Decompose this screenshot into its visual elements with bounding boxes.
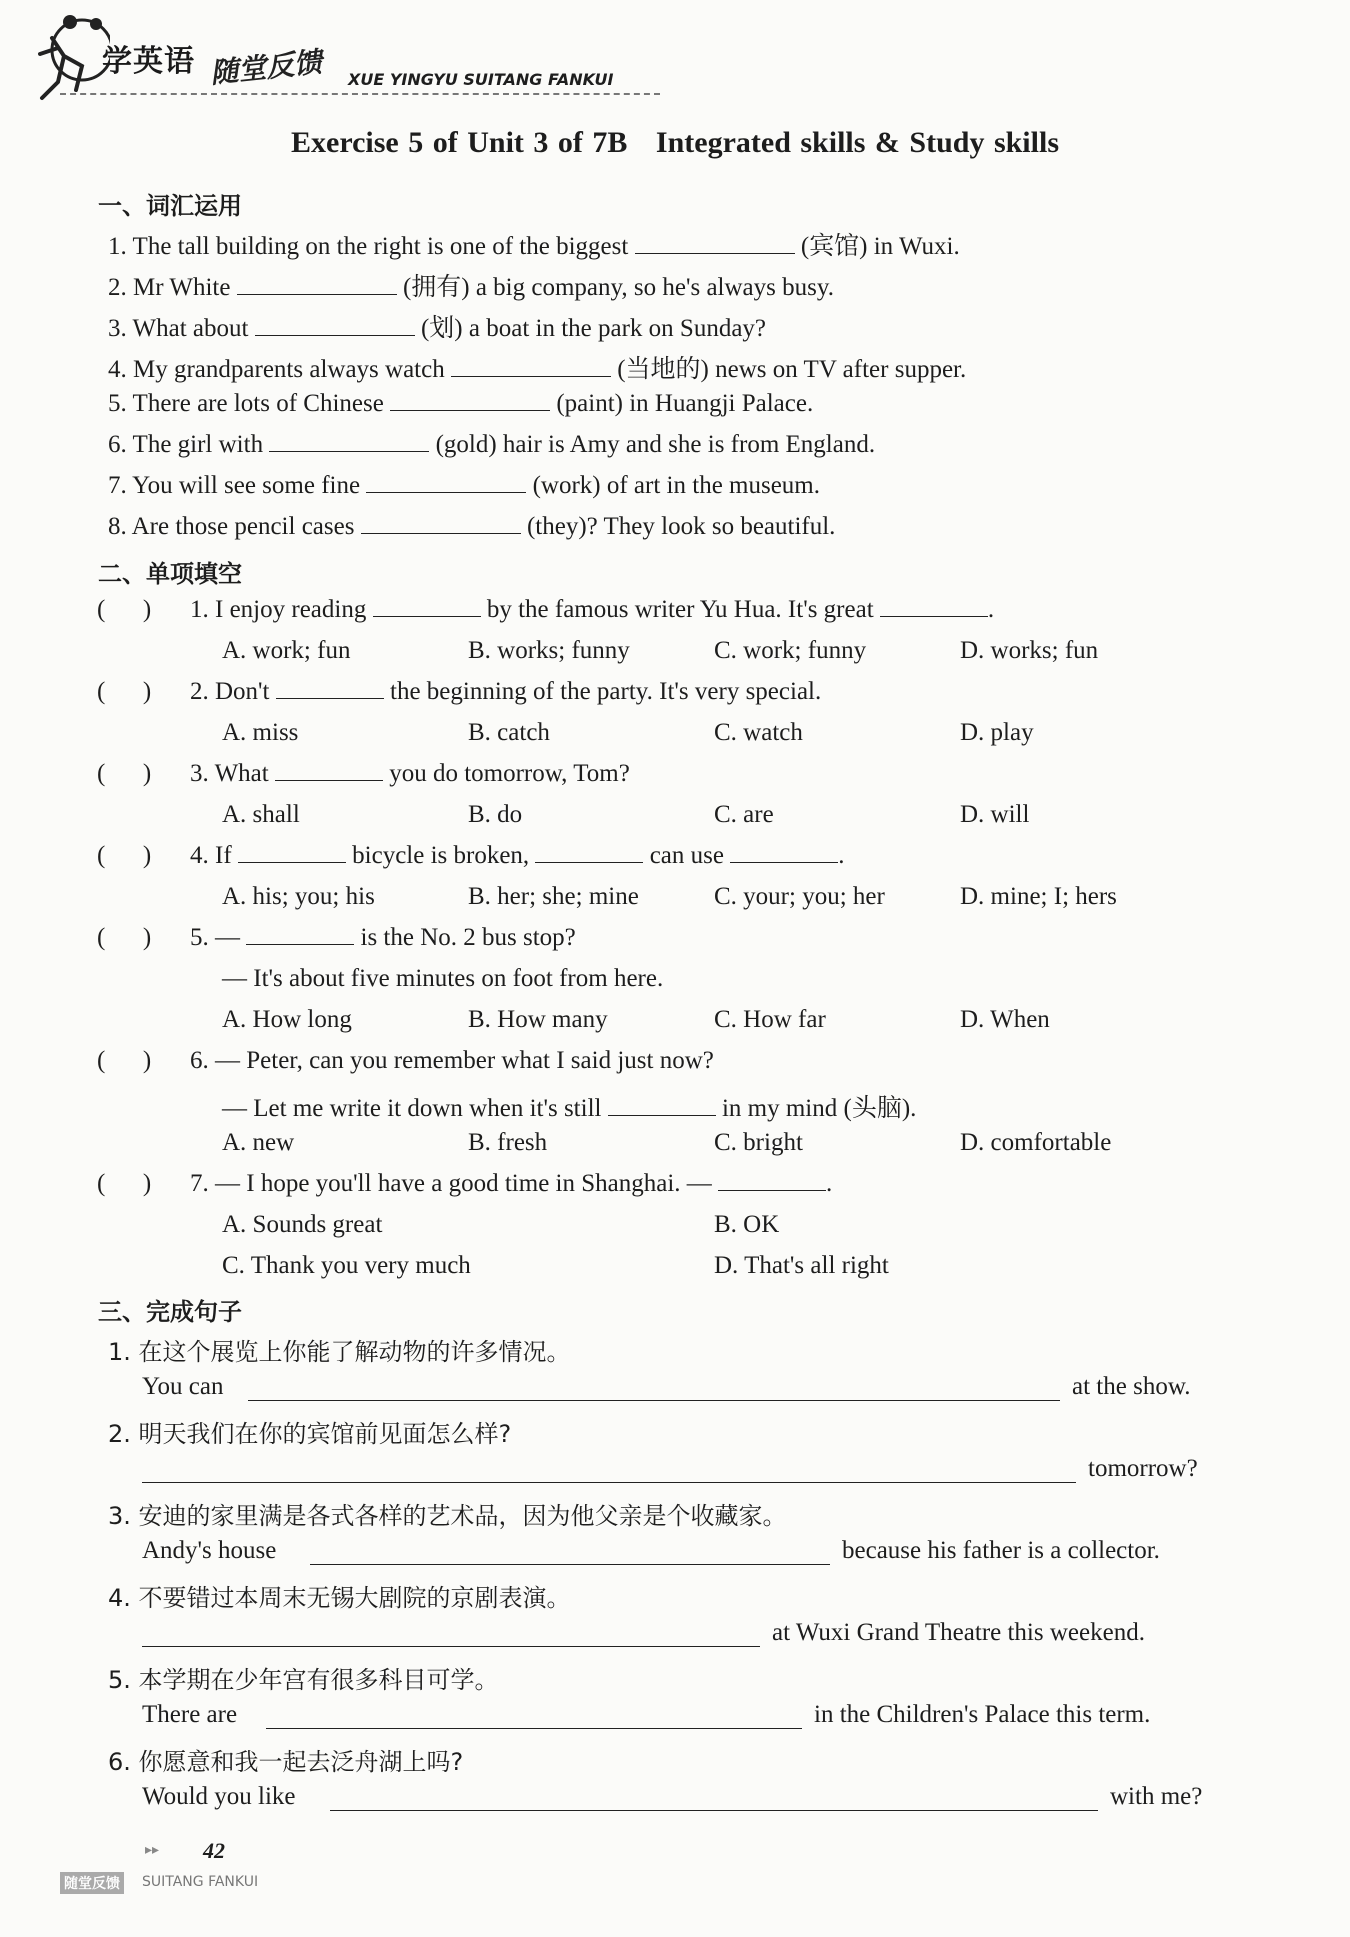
answer-bracket[interactable]: ( ) (97, 678, 152, 705)
sentence-end: in the Children's Palace this term. (814, 1701, 1151, 1728)
vocab-item-hint: (当地的) news on TV after supper. (617, 356, 967, 383)
vocab-item-hint: (划) a boat in the park on Sunday? (420, 315, 767, 342)
answer-blank[interactable] (238, 842, 346, 863)
answer-bracket[interactable]: ( ) (97, 924, 152, 951)
question-text: . (987, 596, 995, 623)
vocab-item-text: 6. The girl with (108, 431, 264, 458)
mc-question-5-reply: — It's about five minutes on foot from here. (222, 965, 664, 992)
sentence-end: at the show. (1072, 1373, 1191, 1400)
vocab-item-hint: (宾馆) in Wuxi. (800, 233, 960, 260)
vocab-item-text: 1. The tall building on the right is one of the biggest (108, 233, 629, 260)
vocab-item-text: 7. You will see some fine (108, 472, 361, 499)
option-c[interactable]: C. bright (714, 1129, 803, 1156)
option-d[interactable]: D. That's all right (714, 1252, 889, 1279)
answer-line[interactable] (142, 1644, 760, 1647)
page-header (30, 10, 660, 105)
option-d[interactable]: D. works; fun (960, 637, 1099, 664)
option-c[interactable]: C. watch (714, 719, 803, 746)
option-d[interactable]: D. will (960, 801, 1030, 828)
option-b[interactable]: B. OK (714, 1211, 780, 1238)
translation-prompt-4: 4. 不要错过本周末无锡大剧院的京剧表演。 (108, 1584, 571, 1612)
vocab-item-8 (108, 513, 835, 541)
question-number: 1. (190, 596, 209, 623)
mc-question-6 (190, 1047, 714, 1075)
vocab-item-text: 4. My grandparents always watch (108, 356, 445, 383)
question-text: I enjoy reading (215, 596, 367, 623)
header-latin-title: XUE YINGYU SUITANG FANKUI (348, 70, 614, 89)
question-number: 2. (190, 678, 209, 705)
answer-blank[interactable] (608, 1095, 716, 1116)
sentence-start: Andy's house (142, 1537, 277, 1564)
question-text: . (838, 842, 845, 869)
vocab-item-hint: (gold) hair is Amy and she is from England. (435, 431, 876, 458)
header-divider (60, 93, 660, 95)
question-number: 4. (190, 842, 209, 869)
mc-question-5 (190, 924, 576, 952)
answer-blank[interactable] (373, 596, 481, 617)
option-b[interactable]: B. do (468, 801, 523, 828)
option-b[interactable]: B. fresh (468, 1129, 548, 1156)
question-text: bicycle is broken, (352, 842, 530, 869)
answer-blank[interactable] (275, 760, 383, 781)
question-text: — I hope you'll have a good time in Shanghai. — (215, 1170, 712, 1197)
question-number: 3. (190, 760, 209, 787)
option-a[interactable]: A. shall (222, 801, 300, 828)
answer-blank[interactable] (361, 513, 521, 534)
vocab-item-5 (108, 390, 813, 418)
question-text: What (214, 760, 269, 787)
option-a[interactable]: A. Sounds great (222, 1211, 383, 1238)
question-text: the beginning of the party. It's very special. (390, 678, 822, 705)
section1-heading: 一、词汇运用 (98, 192, 242, 220)
header-title: 学英语 (102, 44, 195, 79)
question-number: 6. (190, 1047, 209, 1074)
question-number: 5. (190, 924, 209, 951)
mc-question-4 (190, 842, 844, 870)
vocab-item-7 (108, 472, 820, 500)
mc-question-7 (190, 1170, 832, 1198)
vocab-item-4 (108, 349, 966, 385)
answer-bracket[interactable]: ( ) (97, 596, 152, 623)
sentence-end: at Wuxi Grand Theatre this weekend. (772, 1619, 1145, 1646)
question-text: is the No. 2 bus stop? (360, 924, 576, 951)
vocab-item-hint: (work) of art in the museum. (532, 472, 821, 499)
footer-badge: 随堂反馈 (60, 1872, 124, 1894)
translation-prompt-5: 5. 本学期在少年宫有很多科目可学。 (108, 1666, 499, 1694)
page-number: 42 (203, 1838, 225, 1863)
section2-heading: 二、单项填空 (98, 560, 242, 588)
sentence-start: Would you like (142, 1783, 296, 1810)
answer-line[interactable] (310, 1562, 830, 1565)
vocab-item-text: 2. Mr White (108, 274, 231, 301)
answer-blank[interactable] (390, 390, 550, 411)
mc-question-3 (190, 760, 630, 788)
answer-blank[interactable] (718, 1170, 826, 1191)
answer-bracket[interactable]: ( ) (97, 760, 152, 787)
answer-blank[interactable] (276, 678, 384, 699)
option-c[interactable]: C. How far (714, 1006, 826, 1033)
option-d[interactable]: D. When (960, 1006, 1050, 1033)
question-text: Don't (215, 678, 270, 705)
answer-line[interactable] (142, 1480, 1076, 1483)
option-c[interactable]: C. Thank you very much (222, 1252, 471, 1279)
option-b[interactable]: B. How many (468, 1006, 608, 1033)
mc-question-2 (190, 678, 821, 706)
vocab-item-text: 3. What about (108, 315, 249, 342)
vocab-item-1 (108, 226, 960, 262)
answer-blank[interactable] (730, 842, 838, 863)
answer-line[interactable] (330, 1808, 1098, 1811)
question-text: can use (649, 842, 724, 869)
answer-blank[interactable] (269, 431, 429, 452)
vocab-item-3 (108, 308, 766, 344)
answer-blank[interactable] (366, 472, 526, 493)
translation-prompt-6: 6. 你愿意和我一起去泛舟湖上吗? (108, 1748, 464, 1776)
option-b[interactable]: B. her; she; mine (468, 883, 639, 910)
vocab-item-hint: (拥有) a big company, so he's always busy. (402, 274, 834, 301)
option-b[interactable]: B. works; funny (468, 637, 630, 664)
translation-prompt-3: 3. 安迪的家里满是各式各样的艺术品，因为他父亲是个收藏家。 (108, 1502, 787, 1530)
answer-blank[interactable] (880, 596, 988, 617)
answer-bracket[interactable]: ( ) (97, 842, 152, 869)
answer-blank[interactable] (451, 356, 611, 377)
sentence-start: You can (142, 1373, 224, 1400)
option-d[interactable]: D. comfortable (960, 1129, 1112, 1156)
question-text: in my mind (头脑). (721, 1095, 917, 1122)
sentence-end: because his father is a collector. (842, 1537, 1160, 1564)
translation-prompt-1: 1. 在这个展览上你能了解动物的许多情况。 (108, 1338, 571, 1366)
vocab-item-6 (108, 431, 875, 459)
answer-bracket[interactable]: ( ) (97, 1047, 152, 1074)
section3-heading: 三、完成句子 (98, 1298, 242, 1326)
question-number: 7. (190, 1170, 209, 1197)
answer-blank[interactable] (255, 315, 415, 336)
question-text: . (826, 1170, 833, 1197)
option-c[interactable]: C. are (714, 801, 774, 828)
vocab-item-text: 5. There are lots of Chinese (108, 390, 384, 417)
question-text: you do tomorrow, Tom? (389, 760, 630, 787)
option-a[interactable]: A. new (222, 1129, 295, 1156)
question-text: — Peter, can you remember what I said just now? (215, 1047, 714, 1074)
answer-bracket[interactable]: ( ) (97, 1170, 152, 1197)
question-text: — (215, 924, 240, 951)
answer-line[interactable] (248, 1398, 1060, 1401)
option-d[interactable]: D. mine; I; hers (960, 883, 1117, 910)
vocab-item-text: 8. Are those pencil cases (108, 513, 355, 540)
answer-blank[interactable] (635, 233, 795, 254)
option-a[interactable]: A. his; you; his (222, 883, 375, 910)
answer-blank[interactable] (237, 274, 397, 295)
sentence-end: tomorrow? (1088, 1455, 1198, 1482)
answer-blank[interactable] (246, 924, 354, 945)
sentence-end: with me? (1110, 1783, 1203, 1810)
question-text: — Let me write it down when it's still (222, 1095, 602, 1122)
question-text: by the famous writer Yu Hua. It's great (486, 596, 874, 623)
vocab-item-hint: (paint) in Huangji Palace. (556, 390, 814, 417)
option-a[interactable]: A. work; fun (222, 637, 351, 664)
question-text: If (215, 842, 232, 869)
translation-prompt-2: 2. 明天我们在你的宾馆前见面怎么样? (108, 1420, 512, 1448)
mc-question-6-reply (222, 1088, 916, 1124)
option-a[interactable]: A. How long (222, 1006, 352, 1033)
page-footer (60, 1838, 280, 1898)
option-a[interactable]: A. miss (222, 719, 299, 746)
option-b[interactable]: B. catch (468, 719, 550, 746)
option-c[interactable]: C. work; funny (714, 637, 867, 664)
mc-question-1 (190, 596, 994, 624)
header-script-title: 随堂反馈 (208, 45, 324, 90)
exercise-title: Exercise 5 of Unit 3 of 7B Integrated skills & Study skills (291, 126, 1059, 159)
answer-blank[interactable] (535, 842, 643, 863)
sentence-start: There are (142, 1701, 238, 1728)
option-d[interactable]: D. play (960, 719, 1034, 746)
runner-logo-icon (30, 10, 110, 105)
footer-latin: SUITANG FANKUI (142, 1874, 259, 1890)
vocab-item-2 (108, 267, 834, 303)
answer-line[interactable] (266, 1726, 802, 1729)
option-c[interactable]: C. your; you; her (714, 883, 885, 910)
vocab-item-hint: (they)? They look so beautiful. (526, 513, 836, 540)
double-arrow-icon: ▸▸ (145, 1842, 160, 1858)
